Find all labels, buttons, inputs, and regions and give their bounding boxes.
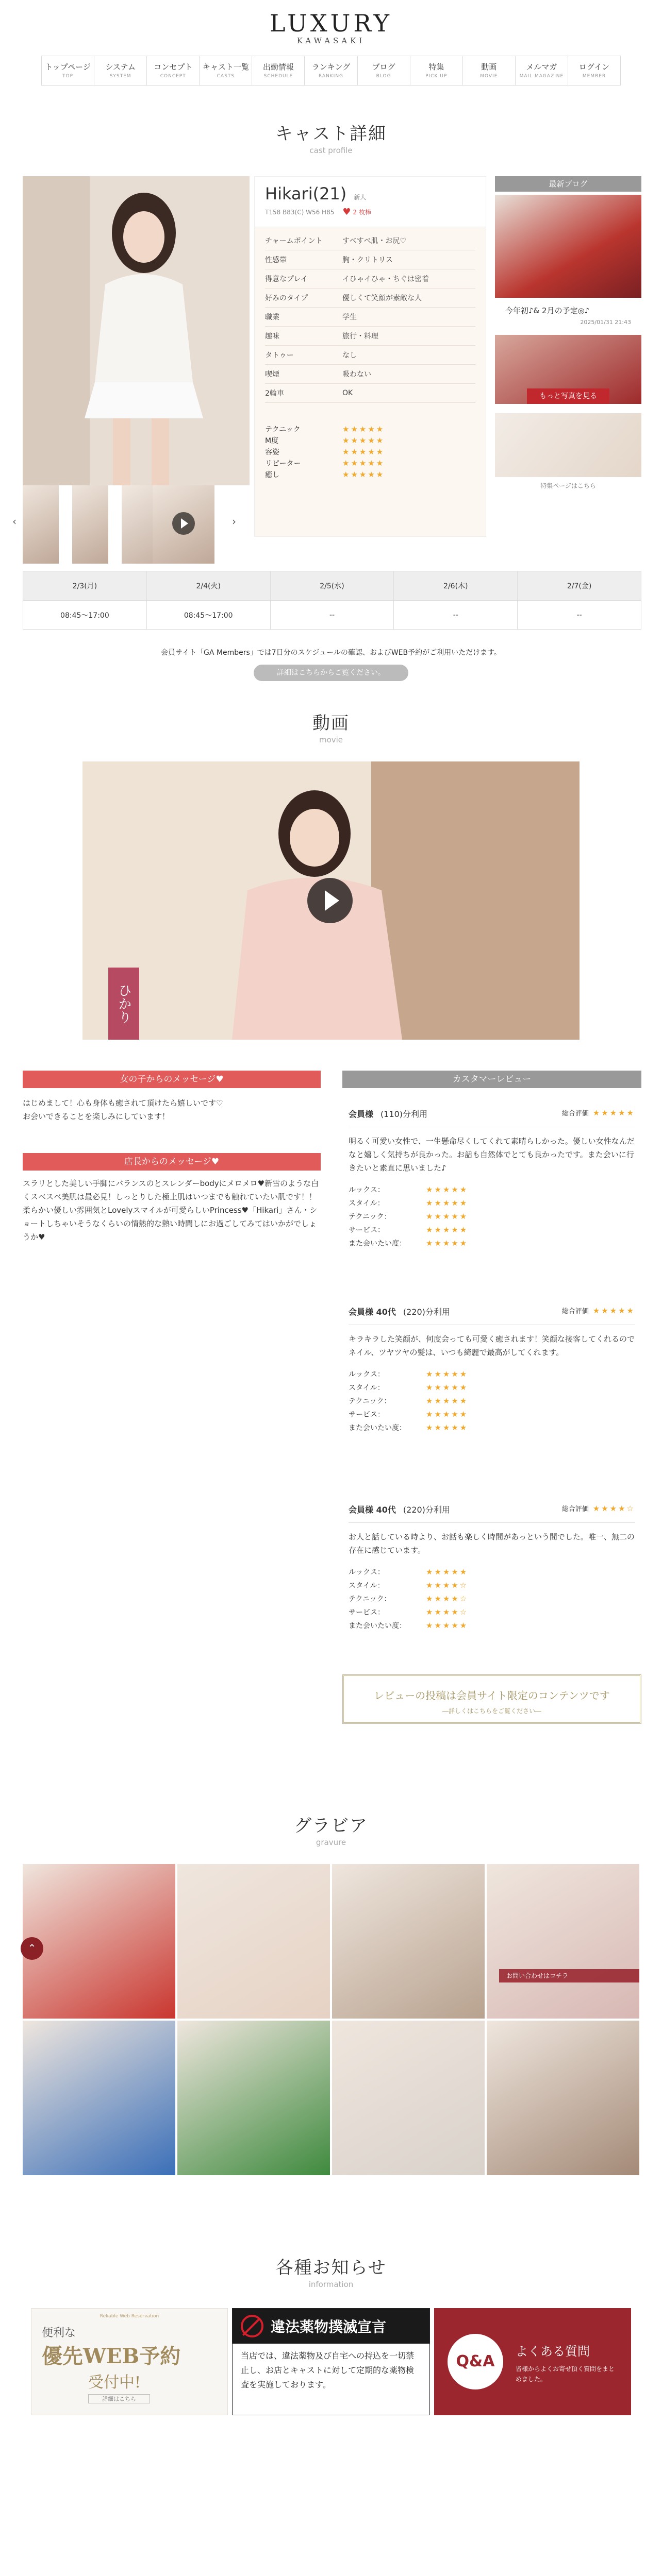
schedule-detail-button[interactable]: 詳細はこちらからご覧ください。 (254, 665, 408, 681)
profile-value: 旅行・料理 (342, 332, 378, 341)
star-rating: ★★★★★ (342, 425, 385, 434)
nav-sublabel: RANKING (318, 74, 344, 79)
section-title: 動画 (312, 713, 350, 734)
nav-item[interactable] (516, 56, 568, 85)
review-score-row (349, 1367, 635, 1381)
review-text: キラキラした笑顔が、何度会っても可愛く癒されます！笑顔な接客してくれるのでネイル、ツヤツヤの髪は、いつも綺麗で最高がしてくれます。 (349, 1334, 635, 1357)
score-stars: ★★★★☆ (426, 1581, 469, 1590)
star-rating: ★★★★★ (342, 447, 385, 456)
review-text: 明るく可愛い女性で、一生懸命尽くしてくれて素晴らしかった。優しい女性なんだなと嬉しく気持ちが良かった。お話も自然体でとても良かったです。また会いに行きたいと素直に思いました♪ (349, 1137, 635, 1173)
score-stars: ★★★★★ (426, 1185, 469, 1194)
gravure-photo[interactable] (332, 2021, 485, 2175)
review-score-row (349, 1408, 635, 1421)
score-label: スタイル： (349, 1384, 385, 1392)
web-reservation-banner[interactable] (31, 2308, 228, 2415)
skill-row (265, 423, 475, 435)
gravure-photo[interactable] (332, 1864, 485, 2019)
nav-item[interactable] (568, 56, 621, 85)
schedule-time: 08:45〜17:00 (23, 601, 147, 629)
score-stars: ★★★★★ (426, 1225, 469, 1234)
profile-value: すべすべ肌・お尻♡ (342, 237, 406, 245)
schedule-day: 2/5(水) (271, 571, 394, 600)
review-usage: (220)分利用 (403, 1505, 450, 1515)
review-item (349, 1503, 635, 1632)
review-score-row (349, 1579, 635, 1592)
review-note-main: レビューの投稿は会員サイト限定のコンテンツです (374, 1689, 610, 1702)
blog-photo[interactable] (495, 195, 641, 298)
qa-icon: Q&A (448, 2334, 503, 2389)
review-score-row (349, 1605, 635, 1619)
contact-badge[interactable]: お問い合わせはコチラ (499, 1969, 639, 1982)
tokushu-link[interactable]: 特集ページはこちら (540, 482, 596, 489)
score-stars: ★★★★★ (426, 1198, 469, 1208)
web-sub: Reliable Web Reservation (100, 2314, 159, 2319)
schedule-day: 2/6(木) (394, 571, 518, 600)
nav-label: コンセプト (154, 62, 193, 72)
profile-row (265, 250, 475, 269)
review-members-note[interactable] (342, 1674, 641, 1724)
profile-key: 好みのタイプ (265, 294, 308, 302)
profile-key: チャームポイント (265, 237, 323, 245)
score-label: また会いたい度： (349, 1240, 406, 1248)
global-nav (41, 56, 621, 86)
schedule-day: 2/7(金) (567, 582, 592, 590)
profile-row (265, 231, 475, 250)
score-label: ルックス： (349, 1186, 385, 1194)
review-usage: (110)分利用 (380, 1109, 428, 1119)
profile-value: 胸・クリトリス (342, 256, 393, 264)
cast-profile-card (254, 176, 486, 537)
gravure-photo[interactable] (177, 2021, 330, 2175)
nav-label: 出勤情報 (262, 62, 294, 72)
section-subtitle: movie (319, 735, 343, 744)
score-label: ルックス： (349, 1568, 385, 1577)
skill-row (265, 469, 475, 480)
score-stars: ★★★★★ (426, 1410, 469, 1419)
overall-label: 総合評価 (561, 1110, 589, 1117)
nav-item[interactable] (410, 56, 463, 85)
score-label: また会いたい度： (349, 1622, 406, 1630)
cast-photo-illustration (23, 176, 250, 485)
review-item (349, 1108, 635, 1250)
manager-message-header: 店長からのメッセージ♥ (23, 1153, 321, 1171)
cast-name: Hikari(21) (265, 184, 347, 204)
qa-title: よくある質問 (516, 2344, 590, 2359)
score-label: サービス： (349, 1411, 385, 1419)
gravure-photo[interactable] (177, 1864, 330, 2019)
nav-label: ログイン (578, 62, 610, 72)
overall-stars: ★★★★☆ (592, 1504, 635, 1513)
profile-key: 喫煙 (265, 370, 279, 379)
web-main3: 受付中! (88, 2374, 141, 2392)
score-stars: ★★★★☆ (426, 1594, 469, 1603)
schedule-note: 会員サイト「GA Members」では7日分のスケジュールの確認、およびWEB予約がご利用いただけます。 (160, 649, 501, 657)
score-stars: ★★★★★ (426, 1212, 469, 1221)
profile-row (265, 327, 475, 346)
nav-sublabel: BLOG (376, 74, 391, 79)
schedule-table (23, 571, 641, 630)
review-score-row (349, 1236, 635, 1250)
skill-key: M度 (265, 437, 279, 445)
score-label: ルックス： (349, 1370, 385, 1379)
girl-message-text: はじめまして！心も身体も癒されて頂けたら嬉しいです♡ お会いできることを楽しみにしています！ (23, 1098, 223, 1121)
overall-stars: ★★★★★ (592, 1306, 635, 1315)
blog-title[interactable]: 今年初♪& 2月の予定◎♪ (505, 306, 590, 315)
nav-sublabel: CONCEPT (160, 74, 186, 79)
review-score-row (349, 1421, 635, 1434)
profile-key: 趣味 (265, 332, 279, 341)
profile-value: イひゃイひゃ・ちぐは密着 (342, 275, 429, 283)
star-rating: ★★★★★ (342, 459, 385, 468)
score-stars: ★★★★★ (426, 1369, 469, 1379)
score-stars: ★★★★★ (426, 1396, 469, 1405)
score-stars: ★★★★★ (426, 1383, 469, 1392)
nav-label: トップページ (45, 62, 91, 72)
score-stars: ★★★★★ (426, 1621, 469, 1630)
schedule-time: 08:45〜17:00 (147, 601, 271, 629)
prev-arrow-icon[interactable]: ‹ (12, 515, 16, 528)
cast-sizes: T158 B83(C) W56 H85 (265, 208, 335, 216)
review-score-row (349, 1223, 635, 1236)
nav-sublabel: MOVIE (480, 74, 498, 79)
score-stars: ★★★★★ (426, 1423, 469, 1432)
cast-section-title (0, 120, 662, 155)
reviewer: 会員様 40代 (349, 1307, 396, 1317)
more-photos-button[interactable]: もっと写真を見る (527, 388, 609, 404)
schedule-time: -- (394, 601, 518, 629)
skill-row (265, 446, 475, 457)
profile-row (265, 308, 475, 327)
score-stars: ★★★★★ (426, 1567, 469, 1577)
review-score-row (349, 1619, 635, 1632)
nav-label: 特集 (428, 62, 444, 72)
thumb-3[interactable] (122, 485, 153, 564)
profile-key: タトゥー (265, 351, 294, 360)
review-text: お人と話している時より、お話も楽しく時間があっという間でした。唯一、無二の存在に感じています。 (349, 1532, 635, 1555)
score-stars: ★★★★★ (426, 1239, 469, 1248)
review-usage: (220)分利用 (403, 1307, 450, 1317)
page-top-icon[interactable]: ⌃ (21, 1937, 43, 1960)
manager-message-text: スラリとした美しい手脚にバランスのとスレンダーbodyにメロメロ♥新雪のような白くスベスベ美肌は最必見！しっとりした極上肌はいつまでも触れていたい肌です！！ 柔らかい優しい雰囲気とLovelyスマイルが可愛らしいPrincess♥「Hikari」さん・ショートしちゃいそうなくらいの情熱的な熱い時間しにお過ごしてみてはいかがでしょうか♥ (23, 1179, 319, 1242)
cast-main-photo[interactable] (23, 176, 250, 485)
blog-date: 2025/01/31 21:43 (580, 319, 631, 326)
profile-row (265, 289, 475, 308)
score-label: スタイル： (349, 1199, 385, 1208)
profile-key: 職業 (265, 313, 279, 321)
score-stars: ★★★★☆ (426, 1607, 469, 1617)
skill-row (265, 457, 475, 469)
profile-value: 吸わない (342, 370, 371, 379)
thumb-2[interactable] (72, 485, 108, 564)
section-title: グラビア (294, 1816, 368, 1836)
nav-sublabel: SYSTEM (109, 74, 131, 79)
play-icon[interactable] (172, 512, 195, 535)
nav-label: 動画 (481, 62, 497, 72)
score-label: また会いたい度： (349, 1424, 406, 1432)
profile-row (265, 346, 475, 365)
skill-key: リピーター (265, 460, 301, 468)
no-drug-icon (241, 2315, 263, 2337)
profile-value: OK (342, 389, 353, 397)
tokushu-banner[interactable] (495, 413, 641, 477)
profile-key: 性感帯 (265, 256, 287, 264)
movie-section-title (0, 709, 662, 744)
nav-item[interactable] (252, 56, 305, 85)
thumb-video[interactable] (153, 485, 214, 564)
section-subtitle: gravure (316, 1838, 346, 1847)
gravure-photo[interactable] (23, 1864, 175, 2019)
profile-row (265, 269, 475, 289)
drug-title: 違法薬物撲滅宣言 (271, 2318, 387, 2335)
score-label: スタイル： (349, 1582, 385, 1590)
nav-sublabel: PICK UP (425, 74, 448, 79)
review-score-row (349, 1394, 635, 1408)
anti-drug-banner[interactable] (232, 2308, 430, 2415)
nav-item[interactable] (200, 56, 252, 85)
nav-label: メルマガ (526, 62, 557, 72)
schedule-day: 2/4(火) (147, 571, 271, 600)
new-badge: 新人 (354, 194, 367, 201)
blog-header: 最新ブログ (495, 176, 641, 192)
skill-key: 癒し (265, 471, 279, 479)
skill-key: テクニック (265, 426, 301, 434)
video-player[interactable] (82, 761, 580, 1040)
skill-key: 容姿 (265, 448, 279, 456)
score-label: サービス： (349, 1608, 385, 1617)
review-score-row (349, 1196, 635, 1210)
overall-stars: ★★★★★ (592, 1108, 635, 1117)
thumb-1[interactable] (23, 485, 59, 564)
reviewer: 会員様 (349, 1109, 374, 1119)
nav-label: ランキング (311, 62, 351, 72)
section-subtitle: information (308, 2280, 354, 2289)
nav-item[interactable] (305, 56, 357, 85)
reviewer: 会員様 40代 (349, 1505, 396, 1515)
score-label: テクニック： (349, 1213, 391, 1221)
nav-item[interactable] (94, 56, 147, 85)
overall-label: 総合評価 (561, 1308, 589, 1315)
latest-blog (495, 176, 641, 490)
web-more: 詳細はこちら (88, 2394, 150, 2403)
nav-item[interactable] (147, 56, 200, 85)
girl-message-header: 女の子からのメッセージ♥ (23, 1071, 321, 1088)
section-subtitle: cast profile (309, 146, 353, 155)
review-score-row (349, 1381, 635, 1394)
qa-text: 皆様からよくお寄せ頂く質問をまとめました。 (516, 2365, 615, 2383)
nav-sublabel: MAIL MAGAZINE (519, 74, 564, 79)
skill-row (265, 435, 475, 446)
heart-icon: ♥ (342, 207, 351, 217)
profile-value: 優しくて笑顔が素敵な人 (342, 294, 422, 302)
score-label: テクニック： (349, 1397, 391, 1405)
gravure-section-title (0, 1811, 662, 1847)
site-logo[interactable] (0, 9, 662, 45)
gravure-photo[interactable] (487, 2021, 639, 2175)
heart-count: 2 枚棒 (353, 209, 371, 216)
score-label: サービス： (349, 1226, 385, 1234)
web-main1: 便利な (42, 2327, 76, 2340)
schedule-time: -- (271, 601, 394, 629)
gravure-photo[interactable] (487, 1864, 639, 2019)
profile-value: 学生 (342, 313, 357, 321)
schedule-time: -- (576, 611, 582, 619)
faq-banner[interactable] (434, 2308, 631, 2415)
star-rating: ★★★★★ (342, 436, 385, 445)
review-item (349, 1306, 635, 1434)
logo-subtext: KAWASAKI (296, 36, 366, 45)
nav-sublabel: TOP (62, 74, 74, 79)
review-score-row (349, 1183, 635, 1196)
nav-item[interactable] (358, 56, 410, 85)
nav-sublabel: CASTS (217, 74, 235, 79)
review-note-sub: ―詳しくはこちらをご覧ください― (442, 1707, 541, 1715)
score-label: テクニック： (349, 1595, 391, 1603)
section-title: キャスト詳細 (275, 124, 387, 144)
drug-text: 当店では、違法薬物及び自宅への持込を一切禁止し、お店とキャストに対して定期的な薬物検査を実施しております。 (241, 2351, 415, 2389)
profile-row (265, 365, 475, 384)
nav-label: システム (105, 62, 136, 72)
nav-sublabel: MEMBER (582, 74, 606, 79)
logo-text: LUXURY (270, 9, 392, 37)
nav-label: ブログ (372, 62, 395, 72)
profile-key: 2輪車 (265, 389, 284, 398)
review-score-row (349, 1210, 635, 1223)
review-header: カスタマーレビュー (342, 1071, 641, 1088)
review-score-row (349, 1592, 635, 1605)
review-score-row (349, 1565, 635, 1579)
profile-key: 得意なプレイ (265, 275, 308, 283)
nav-item[interactable] (41, 56, 94, 85)
nav-label: キャスト一覧 (202, 62, 249, 72)
schedule-day: 2/3(月) (23, 571, 147, 600)
gravure-grid (23, 1864, 639, 2175)
nav-sublabel: SCHEDULE (263, 74, 293, 79)
profile-row (265, 384, 475, 403)
web-main2: 優先WEB予約 (42, 2344, 181, 2368)
star-rating: ★★★★★ (342, 470, 385, 479)
info-section-title (0, 2253, 662, 2289)
video-name-overlay: ひかり (108, 968, 139, 1040)
overall-label: 総合評価 (561, 1505, 589, 1513)
gravure-photo[interactable] (23, 2021, 175, 2175)
profile-value: なし (342, 351, 357, 360)
next-arrow-icon[interactable]: › (232, 515, 236, 528)
play-icon[interactable] (307, 878, 353, 923)
nav-item[interactable] (463, 56, 516, 85)
section-title: 各種お知らせ (275, 2258, 387, 2278)
